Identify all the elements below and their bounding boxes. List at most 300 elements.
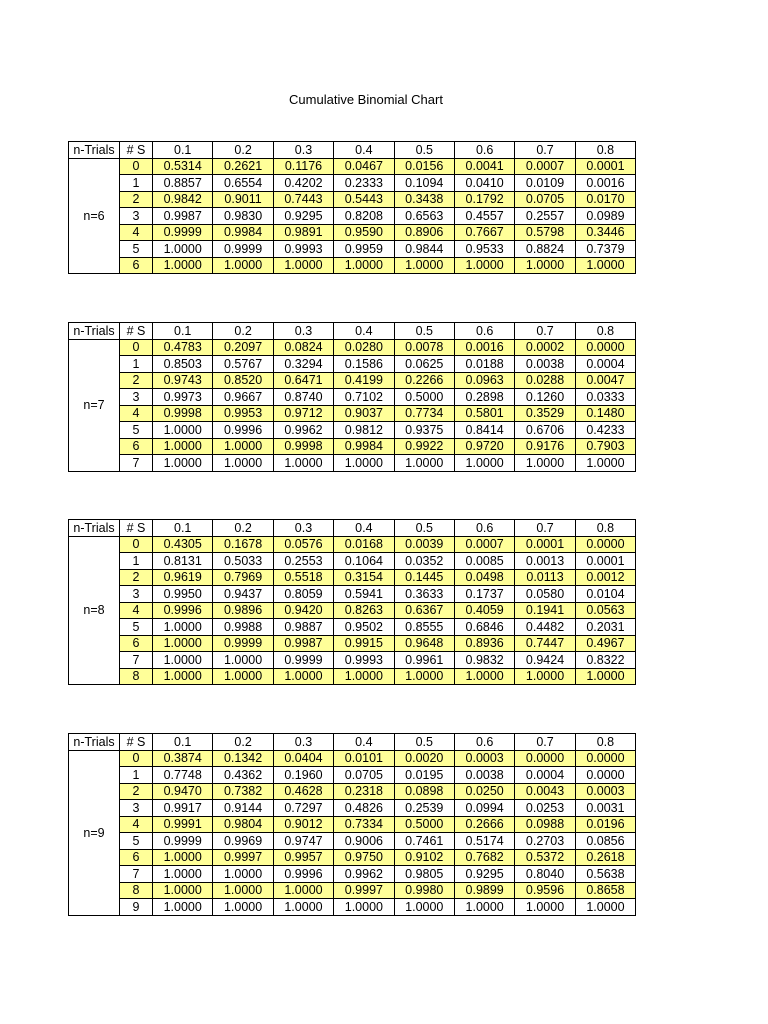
probability-cell: 0.2557 bbox=[515, 208, 575, 225]
successes-cell: 4 bbox=[120, 816, 153, 833]
probability-header: 0.4 bbox=[334, 734, 394, 751]
probability-cell: 1.0000 bbox=[153, 619, 213, 636]
probability-header: 0.6 bbox=[454, 520, 514, 537]
binomial-table-n8 bbox=[68, 519, 636, 685]
header-row bbox=[69, 142, 636, 159]
probability-cell: 0.6563 bbox=[394, 208, 454, 225]
probability-cell: 0.4202 bbox=[273, 175, 333, 192]
probability-cell: 0.4362 bbox=[213, 767, 273, 784]
probability-cell: 0.9844 bbox=[394, 241, 454, 258]
probability-cell: 0.9747 bbox=[273, 833, 333, 850]
probability-cell: 0.9533 bbox=[454, 241, 514, 258]
probability-cell: 0.0003 bbox=[454, 750, 514, 767]
probability-cell: 0.9596 bbox=[515, 882, 575, 899]
successes-header: # S bbox=[120, 734, 153, 751]
table-row bbox=[69, 438, 636, 455]
probability-cell: 0.4826 bbox=[334, 800, 394, 817]
successes-cell: 1 bbox=[120, 553, 153, 570]
trials-header: n-Trials bbox=[69, 323, 120, 340]
probability-header: 0.4 bbox=[334, 520, 394, 537]
probability-cell: 1.0000 bbox=[213, 652, 273, 669]
probability-cell: 0.9915 bbox=[334, 635, 394, 652]
probability-cell: 0.9999 bbox=[273, 652, 333, 669]
probability-cell: 0.9375 bbox=[394, 422, 454, 439]
probability-cell: 0.8322 bbox=[575, 652, 635, 669]
probability-cell: 0.0280 bbox=[334, 339, 394, 356]
probability-cell: 0.9987 bbox=[273, 635, 333, 652]
probability-cell: 1.0000 bbox=[394, 668, 454, 685]
probability-cell: 0.9804 bbox=[213, 816, 273, 833]
probability-cell: 1.0000 bbox=[334, 257, 394, 274]
probability-header: 0.1 bbox=[153, 734, 213, 751]
probability-cell: 1.0000 bbox=[334, 899, 394, 916]
probability-cell: 0.0196 bbox=[575, 816, 635, 833]
probability-cell: 0.9590 bbox=[334, 224, 394, 241]
successes-cell: 2 bbox=[120, 191, 153, 208]
probability-cell: 0.9667 bbox=[213, 389, 273, 406]
successes-cell: 5 bbox=[120, 241, 153, 258]
probability-cell: 0.6367 bbox=[394, 602, 454, 619]
probability-cell: 0.0004 bbox=[515, 767, 575, 784]
table-row bbox=[69, 569, 636, 586]
probability-cell: 0.9102 bbox=[394, 849, 454, 866]
probability-cell: 0.9993 bbox=[273, 241, 333, 258]
table-row bbox=[69, 652, 636, 669]
binomial-table-n9 bbox=[68, 733, 636, 916]
probability-cell: 0.0038 bbox=[515, 356, 575, 373]
table-row bbox=[69, 866, 636, 883]
successes-cell: 6 bbox=[120, 849, 153, 866]
probability-cell: 1.0000 bbox=[273, 882, 333, 899]
probability-cell: 0.9984 bbox=[334, 438, 394, 455]
probability-cell: 0.9999 bbox=[213, 241, 273, 258]
probability-header: 0.5 bbox=[394, 323, 454, 340]
probability-header: 0.5 bbox=[394, 734, 454, 751]
probability-cell: 0.0168 bbox=[334, 536, 394, 553]
table-row bbox=[69, 224, 636, 241]
successes-cell: 1 bbox=[120, 175, 153, 192]
successes-cell: 1 bbox=[120, 356, 153, 373]
table-row bbox=[69, 241, 636, 258]
probability-cell: 1.0000 bbox=[454, 257, 514, 274]
probability-cell: 1.0000 bbox=[575, 257, 635, 274]
table-row bbox=[69, 455, 636, 472]
probability-cell: 0.0113 bbox=[515, 569, 575, 586]
probability-cell: 0.0000 bbox=[575, 339, 635, 356]
probability-cell: 0.9922 bbox=[394, 438, 454, 455]
probability-cell: 1.0000 bbox=[515, 668, 575, 685]
probability-cell: 0.9953 bbox=[213, 405, 273, 422]
trials-header: n-Trials bbox=[69, 142, 120, 159]
probability-cell: 0.9980 bbox=[394, 882, 454, 899]
probability-cell: 0.9470 bbox=[153, 783, 213, 800]
probability-cell: 1.0000 bbox=[575, 455, 635, 472]
probability-cell: 0.0001 bbox=[575, 553, 635, 570]
table-row bbox=[69, 158, 636, 175]
probability-cell: 0.7334 bbox=[334, 816, 394, 833]
table-row bbox=[69, 750, 636, 767]
probability-cell: 0.8906 bbox=[394, 224, 454, 241]
probability-cell: 0.9830 bbox=[213, 208, 273, 225]
probability-cell: 0.5518 bbox=[273, 569, 333, 586]
probability-cell: 0.9619 bbox=[153, 569, 213, 586]
probability-cell: 1.0000 bbox=[153, 652, 213, 669]
probability-cell: 0.1064 bbox=[334, 553, 394, 570]
probability-cell: 0.0012 bbox=[575, 569, 635, 586]
probability-cell: 0.9997 bbox=[213, 849, 273, 866]
probability-cell: 1.0000 bbox=[515, 899, 575, 916]
probability-header: 0.6 bbox=[454, 734, 514, 751]
probability-cell: 1.0000 bbox=[213, 455, 273, 472]
probability-cell: 0.2898 bbox=[454, 389, 514, 406]
probability-cell: 1.0000 bbox=[394, 455, 454, 472]
probability-cell: 1.0000 bbox=[394, 899, 454, 916]
probability-cell: 0.9996 bbox=[213, 422, 273, 439]
probability-header: 0.8 bbox=[575, 734, 635, 751]
probability-cell: 0.3154 bbox=[334, 569, 394, 586]
probability-cell: 0.5941 bbox=[334, 586, 394, 603]
successes-cell: 5 bbox=[120, 422, 153, 439]
probability-cell: 0.1586 bbox=[334, 356, 394, 373]
probability-cell: 0.9832 bbox=[454, 652, 514, 669]
probability-cell: 0.8740 bbox=[273, 389, 333, 406]
probability-cell: 0.4482 bbox=[515, 619, 575, 636]
probability-cell: 0.0038 bbox=[454, 767, 514, 784]
probability-header: 0.7 bbox=[515, 323, 575, 340]
probability-header: 0.7 bbox=[515, 142, 575, 159]
chart-title: Cumulative Binomial Chart bbox=[289, 92, 443, 107]
successes-cell: 3 bbox=[120, 208, 153, 225]
successes-cell: 0 bbox=[120, 158, 153, 175]
successes-header: # S bbox=[120, 323, 153, 340]
probability-cell: 1.0000 bbox=[153, 882, 213, 899]
probability-cell: 0.4199 bbox=[334, 372, 394, 389]
probability-cell: 0.0000 bbox=[575, 750, 635, 767]
probability-cell: 0.0467 bbox=[334, 158, 394, 175]
successes-cell: 0 bbox=[120, 750, 153, 767]
probability-cell: 1.0000 bbox=[153, 849, 213, 866]
probability-cell: 0.0170 bbox=[575, 191, 635, 208]
table-row bbox=[69, 800, 636, 817]
probability-cell: 0.2666 bbox=[454, 816, 514, 833]
probability-cell: 0.7969 bbox=[213, 569, 273, 586]
probability-cell: 0.7447 bbox=[515, 635, 575, 652]
probability-cell: 0.9993 bbox=[334, 652, 394, 669]
probability-cell: 0.4557 bbox=[454, 208, 514, 225]
probability-cell: 0.0404 bbox=[273, 750, 333, 767]
table-row bbox=[69, 422, 636, 439]
probability-cell: 0.9917 bbox=[153, 800, 213, 817]
probability-cell: 0.9420 bbox=[273, 602, 333, 619]
probability-cell: 0.6554 bbox=[213, 175, 273, 192]
successes-cell: 2 bbox=[120, 372, 153, 389]
probability-cell: 0.8414 bbox=[454, 422, 514, 439]
probability-cell: 1.0000 bbox=[273, 668, 333, 685]
table-row bbox=[69, 602, 636, 619]
probability-cell: 0.1445 bbox=[394, 569, 454, 586]
probability-cell: 0.9887 bbox=[273, 619, 333, 636]
probability-cell: 1.0000 bbox=[153, 635, 213, 652]
probability-cell: 0.9973 bbox=[153, 389, 213, 406]
probability-cell: 0.9712 bbox=[273, 405, 333, 422]
probability-cell: 0.7682 bbox=[454, 849, 514, 866]
probability-header: 0.2 bbox=[213, 142, 273, 159]
trials-label: n=7 bbox=[69, 339, 120, 471]
probability-cell: 0.9996 bbox=[153, 602, 213, 619]
probability-cell: 0.9743 bbox=[153, 372, 213, 389]
probability-cell: 1.0000 bbox=[153, 438, 213, 455]
probability-header: 0.2 bbox=[213, 734, 273, 751]
successes-cell: 2 bbox=[120, 569, 153, 586]
probability-cell: 0.7102 bbox=[334, 389, 394, 406]
table-row bbox=[69, 389, 636, 406]
probability-cell: 0.2539 bbox=[394, 800, 454, 817]
probability-cell: 0.9997 bbox=[334, 882, 394, 899]
probability-cell: 0.9891 bbox=[273, 224, 333, 241]
probability-cell: 0.0101 bbox=[334, 750, 394, 767]
probability-cell: 1.0000 bbox=[334, 668, 394, 685]
probability-cell: 0.9998 bbox=[153, 405, 213, 422]
probability-cell: 0.7379 bbox=[575, 241, 635, 258]
probability-cell: 0.4059 bbox=[454, 602, 514, 619]
probability-header: 0.8 bbox=[575, 142, 635, 159]
probability-cell: 0.9999 bbox=[213, 635, 273, 652]
probability-cell: 0.8824 bbox=[515, 241, 575, 258]
table-row bbox=[69, 405, 636, 422]
probability-cell: 0.1941 bbox=[515, 602, 575, 619]
probability-cell: 0.6846 bbox=[454, 619, 514, 636]
probability-cell: 0.9969 bbox=[213, 833, 273, 850]
trials-header: n-Trials bbox=[69, 520, 120, 537]
probability-cell: 0.0001 bbox=[575, 158, 635, 175]
probability-cell: 0.0002 bbox=[515, 339, 575, 356]
probability-header: 0.1 bbox=[153, 520, 213, 537]
probability-cell: 0.5174 bbox=[454, 833, 514, 850]
table-row bbox=[69, 553, 636, 570]
probability-cell: 1.0000 bbox=[213, 668, 273, 685]
probability-cell: 1.0000 bbox=[454, 899, 514, 916]
probability-cell: 0.0041 bbox=[454, 158, 514, 175]
probability-cell: 0.0195 bbox=[394, 767, 454, 784]
probability-cell: 0.2553 bbox=[273, 553, 333, 570]
probability-cell: 0.9842 bbox=[153, 191, 213, 208]
probability-cell: 1.0000 bbox=[273, 899, 333, 916]
probability-cell: 0.0963 bbox=[454, 372, 514, 389]
probability-header: 0.7 bbox=[515, 520, 575, 537]
probability-cell: 0.5033 bbox=[213, 553, 273, 570]
probability-cell: 0.2703 bbox=[515, 833, 575, 850]
probability-cell: 0.7443 bbox=[273, 191, 333, 208]
probability-cell: 0.4305 bbox=[153, 536, 213, 553]
probability-cell: 0.9437 bbox=[213, 586, 273, 603]
probability-cell: 0.7461 bbox=[394, 833, 454, 850]
probability-cell: 0.1480 bbox=[575, 405, 635, 422]
binomial-table-n7 bbox=[68, 322, 636, 472]
probability-cell: 0.4783 bbox=[153, 339, 213, 356]
probability-cell: 0.8520 bbox=[213, 372, 273, 389]
probability-cell: 1.0000 bbox=[575, 668, 635, 685]
probability-cell: 1.0000 bbox=[515, 257, 575, 274]
probability-cell: 0.7748 bbox=[153, 767, 213, 784]
successes-cell: 7 bbox=[120, 866, 153, 883]
probability-cell: 0.0994 bbox=[454, 800, 514, 817]
probability-cell: 0.0989 bbox=[575, 208, 635, 225]
probability-cell: 0.0004 bbox=[575, 356, 635, 373]
successes-header: # S bbox=[120, 142, 153, 159]
probability-cell: 0.4967 bbox=[575, 635, 635, 652]
probability-cell: 0.8059 bbox=[273, 586, 333, 603]
probability-cell: 0.2031 bbox=[575, 619, 635, 636]
successes-cell: 5 bbox=[120, 619, 153, 636]
probability-header: 0.7 bbox=[515, 734, 575, 751]
probability-cell: 0.9950 bbox=[153, 586, 213, 603]
probability-header: 0.3 bbox=[273, 520, 333, 537]
probability-cell: 0.0039 bbox=[394, 536, 454, 553]
probability-cell: 0.3633 bbox=[394, 586, 454, 603]
probability-cell: 0.9896 bbox=[213, 602, 273, 619]
probability-cell: 0.9295 bbox=[454, 866, 514, 883]
probability-cell: 0.9962 bbox=[273, 422, 333, 439]
probability-cell: 0.7667 bbox=[454, 224, 514, 241]
successes-header: # S bbox=[120, 520, 153, 537]
probability-cell: 0.9987 bbox=[153, 208, 213, 225]
probability-cell: 0.5372 bbox=[515, 849, 575, 866]
probability-cell: 0.6706 bbox=[515, 422, 575, 439]
probability-header: 0.1 bbox=[153, 323, 213, 340]
probability-cell: 0.0109 bbox=[515, 175, 575, 192]
successes-cell: 6 bbox=[120, 257, 153, 274]
table-row bbox=[69, 767, 636, 784]
probability-cell: 1.0000 bbox=[153, 257, 213, 274]
probability-cell: 0.0580 bbox=[515, 586, 575, 603]
probability-cell: 0.0000 bbox=[575, 767, 635, 784]
probability-cell: 0.3438 bbox=[394, 191, 454, 208]
probability-cell: 0.9720 bbox=[454, 438, 514, 455]
probability-cell: 0.5000 bbox=[394, 816, 454, 833]
probability-header: 0.8 bbox=[575, 520, 635, 537]
probability-header: 0.8 bbox=[575, 323, 635, 340]
probability-header: 0.2 bbox=[213, 520, 273, 537]
probability-cell: 1.0000 bbox=[213, 882, 273, 899]
successes-cell: 7 bbox=[120, 455, 153, 472]
probability-cell: 0.1960 bbox=[273, 767, 333, 784]
probability-cell: 0.5443 bbox=[334, 191, 394, 208]
probability-cell: 0.3294 bbox=[273, 356, 333, 373]
successes-cell: 6 bbox=[120, 635, 153, 652]
binomial-table-n6 bbox=[68, 141, 636, 274]
probability-cell: 1.0000 bbox=[213, 438, 273, 455]
probability-cell: 0.8040 bbox=[515, 866, 575, 883]
successes-cell: 0 bbox=[120, 536, 153, 553]
probability-cell: 0.9998 bbox=[273, 438, 333, 455]
probability-cell: 0.9962 bbox=[334, 866, 394, 883]
probability-cell: 1.0000 bbox=[515, 455, 575, 472]
successes-cell: 5 bbox=[120, 833, 153, 850]
probability-cell: 0.0705 bbox=[515, 191, 575, 208]
successes-cell: 8 bbox=[120, 668, 153, 685]
probability-cell: 0.5767 bbox=[213, 356, 273, 373]
probability-cell: 0.0016 bbox=[575, 175, 635, 192]
probability-cell: 0.0020 bbox=[394, 750, 454, 767]
probability-cell: 0.1342 bbox=[213, 750, 273, 767]
probability-cell: 0.1678 bbox=[213, 536, 273, 553]
probability-cell: 0.9984 bbox=[213, 224, 273, 241]
probability-cell: 0.0253 bbox=[515, 800, 575, 817]
probability-header: 0.5 bbox=[394, 142, 454, 159]
probability-cell: 1.0000 bbox=[575, 899, 635, 916]
successes-cell: 0 bbox=[120, 339, 153, 356]
probability-cell: 0.8263 bbox=[334, 602, 394, 619]
probability-cell: 0.4628 bbox=[273, 783, 333, 800]
probability-cell: 0.1737 bbox=[454, 586, 514, 603]
probability-cell: 0.0001 bbox=[515, 536, 575, 553]
probability-cell: 0.9959 bbox=[334, 241, 394, 258]
table-row bbox=[69, 849, 636, 866]
probability-cell: 0.5638 bbox=[575, 866, 635, 883]
probability-cell: 0.2333 bbox=[334, 175, 394, 192]
probability-header: 0.4 bbox=[334, 323, 394, 340]
probability-cell: 0.8208 bbox=[334, 208, 394, 225]
probability-cell: 0.9899 bbox=[454, 882, 514, 899]
probability-cell: 1.0000 bbox=[213, 899, 273, 916]
probability-cell: 0.5798 bbox=[515, 224, 575, 241]
header-row bbox=[69, 323, 636, 340]
probability-cell: 1.0000 bbox=[273, 455, 333, 472]
probability-cell: 0.0856 bbox=[575, 833, 635, 850]
probability-header: 0.1 bbox=[153, 142, 213, 159]
probability-cell: 0.7903 bbox=[575, 438, 635, 455]
probability-cell: 0.9037 bbox=[334, 405, 394, 422]
probability-cell: 0.9006 bbox=[334, 833, 394, 850]
table-row bbox=[69, 536, 636, 553]
header-row bbox=[69, 520, 636, 537]
probability-cell: 0.0498 bbox=[454, 569, 514, 586]
probability-cell: 1.0000 bbox=[454, 668, 514, 685]
probability-cell: 0.5801 bbox=[454, 405, 514, 422]
probability-cell: 0.9805 bbox=[394, 866, 454, 883]
table-row bbox=[69, 208, 636, 225]
probability-cell: 0.5314 bbox=[153, 158, 213, 175]
probability-cell: 0.0078 bbox=[394, 339, 454, 356]
probability-header: 0.2 bbox=[213, 323, 273, 340]
probability-cell: 0.0043 bbox=[515, 783, 575, 800]
probability-cell: 0.0563 bbox=[575, 602, 635, 619]
probability-cell: 0.9295 bbox=[273, 208, 333, 225]
probability-cell: 0.9999 bbox=[153, 224, 213, 241]
probability-cell: 1.0000 bbox=[153, 422, 213, 439]
successes-cell: 4 bbox=[120, 602, 153, 619]
probability-cell: 1.0000 bbox=[334, 455, 394, 472]
probability-cell: 0.9176 bbox=[515, 438, 575, 455]
probability-cell: 0.0333 bbox=[575, 389, 635, 406]
probability-cell: 0.1176 bbox=[273, 158, 333, 175]
table-row bbox=[69, 816, 636, 833]
successes-cell: 4 bbox=[120, 405, 153, 422]
probability-cell: 1.0000 bbox=[213, 257, 273, 274]
probability-cell: 0.0003 bbox=[575, 783, 635, 800]
probability-cell: 0.9502 bbox=[334, 619, 394, 636]
successes-cell: 7 bbox=[120, 652, 153, 669]
probability-cell: 0.0031 bbox=[575, 800, 635, 817]
probability-cell: 1.0000 bbox=[273, 257, 333, 274]
probability-cell: 0.0352 bbox=[394, 553, 454, 570]
probability-cell: 0.2318 bbox=[334, 783, 394, 800]
probability-cell: 1.0000 bbox=[153, 899, 213, 916]
table-row bbox=[69, 191, 636, 208]
probability-cell: 0.8658 bbox=[575, 882, 635, 899]
probability-cell: 1.0000 bbox=[213, 866, 273, 883]
probability-cell: 0.8936 bbox=[454, 635, 514, 652]
